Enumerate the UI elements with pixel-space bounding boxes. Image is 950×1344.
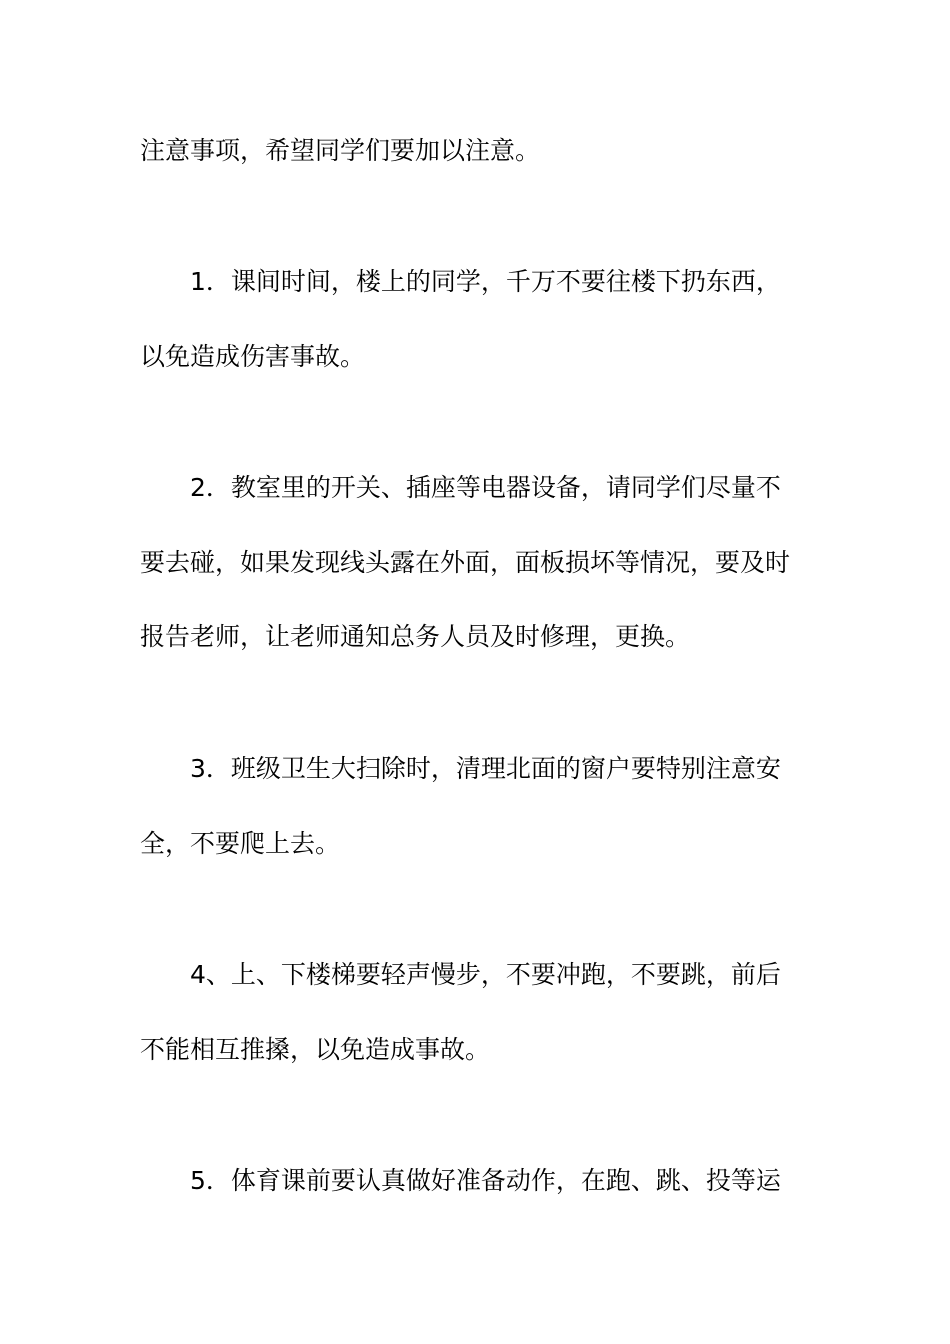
text-line: 注意事项，希望同学们要加以注意。 [140, 136, 541, 165]
text-line: 2．教室里的开关、插座等电器设备，请同学们尽量不 [140, 473, 781, 502]
text-line: 以免造成伤害事故。 [140, 342, 366, 371]
text-line: 要去碰，如果发现线头露在外面，面板损坏等情况，要及时 [140, 548, 791, 577]
text-line: 1．课间时间，楼上的同学，千万不要往楼下扔东西， [140, 267, 781, 296]
text-line: 全，不要爬上去。 [140, 829, 341, 858]
text-line: 5．体育课前要认真做好准备动作，在跑、跳、投等运 [140, 1166, 781, 1195]
text-line: 3．班级卫生大扫除时，清理北面的窗户要特别注意安 [140, 754, 781, 783]
text-line: 报告老师，让老师通知总务人员及时修理，更换。 [140, 622, 691, 651]
text-line: 不能相互推搡，以免造成事故。 [140, 1035, 491, 1064]
text-line: 4、上、下楼梯要轻声慢步，不要冲跑，不要跳，前后 [140, 960, 781, 989]
